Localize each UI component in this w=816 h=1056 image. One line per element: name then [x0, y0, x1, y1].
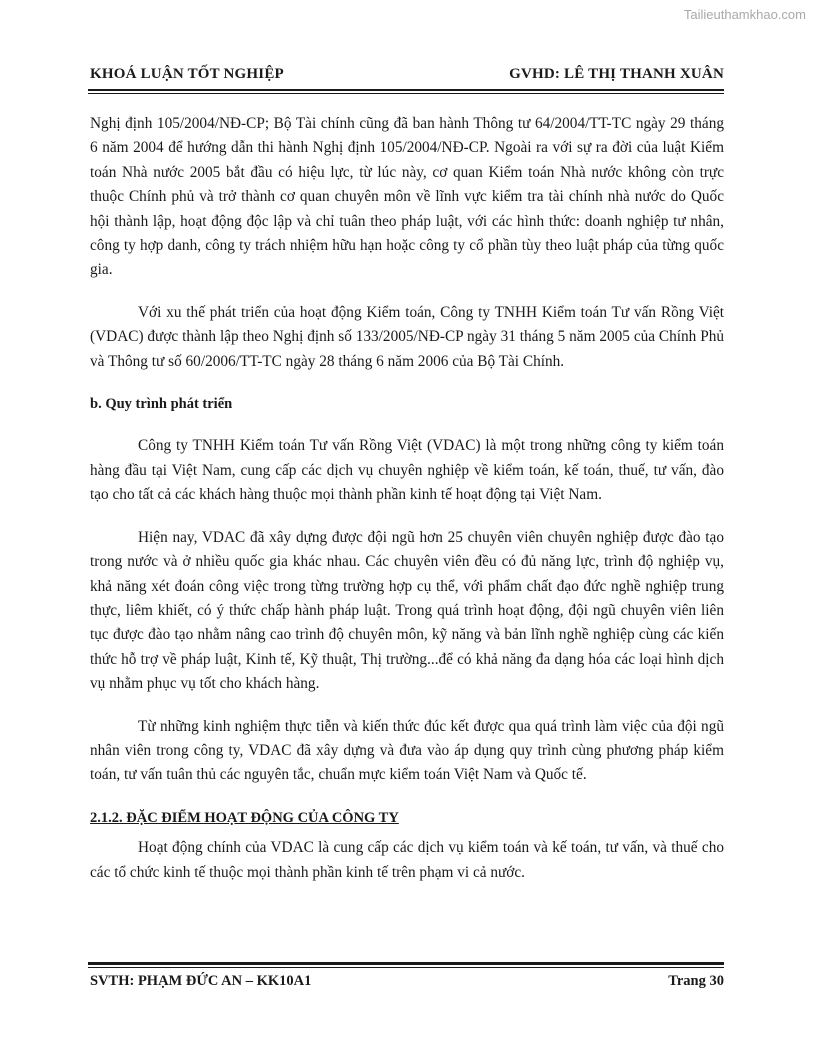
page-number: Trang 30: [668, 973, 724, 989]
subheading-development-process: b. Quy trình phát triển: [90, 396, 233, 413]
paragraph-3: Công ty TNHH Kiểm toán Tư vấn Rồng Việt (VDAC) là một trong những công ty kiểm toán hàng đầu tại Việt Nam, cung cấp các dịch vụ chuyên nghiệp về kiểm toán, kế toán, thuế, tư vấn, đào tạo cho tất cả các khách hàng thuộc mọi thành phần kinh tế hoạt động tại Việt Nam.: [90, 437, 724, 504]
footer-divider-thin: [88, 967, 724, 968]
paragraph-1: Nghị định 105/2004/NĐ-CP; Bộ Tài chính cũng đã ban hành Thông tư 64/2004/TT-TC ngày 29 tháng 6 năm 2004 để hướng dẫn thi hành Nghị định 105/2004/NĐ-CP. Ngoài ra với sự ra đời của luật Kiểm toán Nhà nước 2005 bắt đầu có hiệu lực, từ lúc này, cơ quan Kiểm toán Nhà nước không còn trực thuộc Chính phủ và trở thành cơ quan chuyên môn về lĩnh vực kiểm tra tài chính nhà nước do Quốc hội thành lập, hoạt động độc lập và chỉ tuân theo pháp luật, với các hình thức: doanh nghiệp tư nhân, công ty hợp danh, công ty trách nhiệm hữu hạn hoặc công ty cổ phần tùy theo luật pháp của từng quốc gia.: [90, 115, 724, 279]
footer-divider: [88, 962, 724, 965]
paragraph-6: Hoạt động chính của VDAC là cung cấp các dịch vụ kiểm toán và kế toán, tư vấn, và thuế cho các tổ chức kinh tế thuộc mọi thành phần kinh tế trên phạm vi cả nước.: [90, 839, 724, 881]
paragraph-4: Hiện nay, VDAC đã xây dựng được đội ngũ hơn 25 chuyên viên chuyên nghiệp được đào tạo trong nước và ở nhiều quốc gia khác nhau. Các chuyên viên đều có đủ năng lực, trình độ nghiệp vụ, khả năng xét đoán công việc trong từng trường hợp cụ thể, với phẩm chất đạo đức nghề nghiệp trung thực, liêm khiết, có ý thức chấp hành pháp luật. Trong quá trình hoạt động, đội ngũ chuyên viên liên tục được đào tạo nhằm nâng cao trình độ chuyên môn, kỹ năng và bản lĩnh nghề nghiệp cùng các kiến thức hỗ trợ về pháp luật, Kinh tế, Kỹ thuật, Thị trường...để có khả năng đa dạng hóa các loại hình dịch vụ nhằm phục vụ tốt cho khách hàng.: [90, 528, 724, 693]
footer-student: SVTH: PHẠM ĐỨC AN – KK10A1: [90, 973, 312, 989]
header-divider-thin: [88, 93, 724, 94]
paragraph-5: Từ những kinh nghiệm thực tiễn và kiến thức đúc kết được qua quá trình làm việc của đội ngũ nhân viên trong công ty, VDAC đã xây dựng và đưa vào áp dụng quy trình cùng phương pháp kiểm toán, tư vấn tuân thủ các nguyên tắc, chuẩn mực kiểm toán Việt Nam và Quốc tế.: [90, 717, 724, 784]
watermark: Tailieuthamkhao.com: [683, 7, 806, 22]
page-content: [90, 112, 724, 885]
paragraph-2: Với xu thế phát triển của hoạt động Kiểm toán, Công ty TNHH Kiểm toán Tư vấn Rồng Việt (VDAC) được thành lập theo Nghị định số 133/2005/NĐ-CP ngày 31 tháng 5 năm 2005 của Chính Phủ và Thông tư số 60/2006/TT-TC ngày 28 tháng 6 năm 2006 của Bộ Tài Chính.: [90, 303, 724, 370]
section-heading: 2.1.2. ĐẶC ĐIỂM HOẠT ĐỘNG CỦA CÔNG TY: [90, 809, 399, 826]
header-thesis-title: KHOÁ LUẬN TỐT NGHIỆP: [90, 66, 284, 82]
page-footer: [90, 973, 724, 995]
header-divider: [88, 89, 724, 91]
header-supervisor: GVHD: LÊ THỊ THANH XUÂN: [509, 66, 724, 82]
